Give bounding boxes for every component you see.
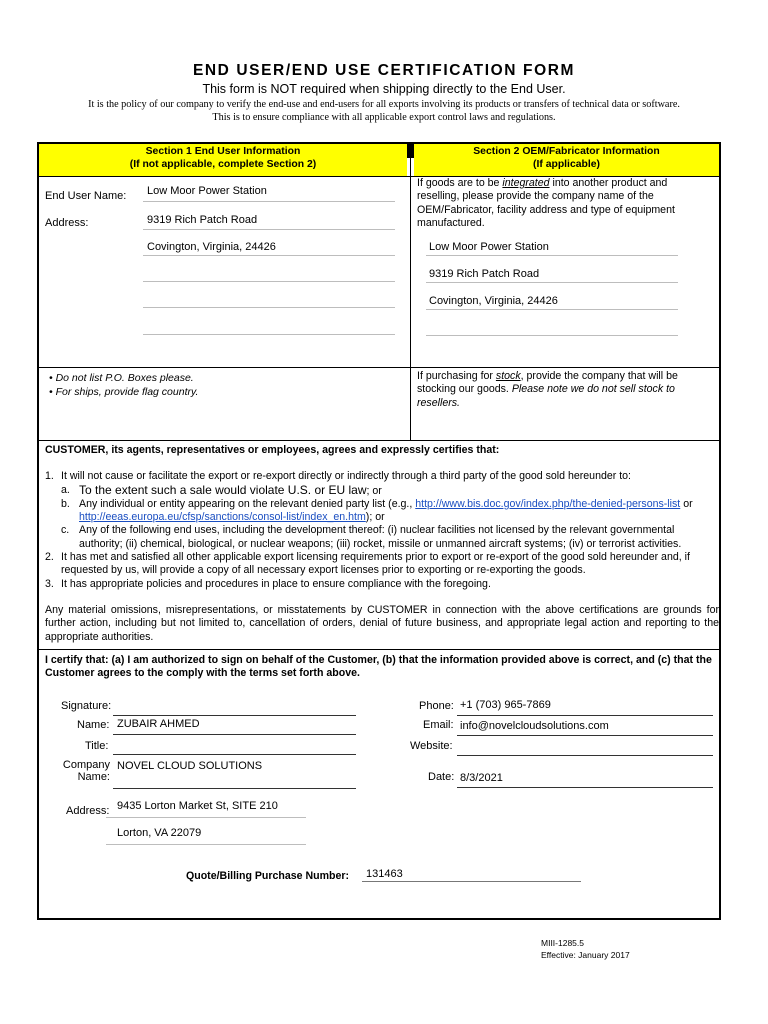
quote-number-underline (362, 881, 581, 882)
email-label: Email: (423, 719, 454, 731)
phone-value[interactable]: +1 (703) 965-7869 (460, 699, 551, 711)
website-label: Website: (410, 740, 453, 752)
oem-company-underline (426, 255, 678, 256)
oem-address-line2-underline (426, 309, 678, 310)
section1-heading-line2: (If not applicable, complete Section 2) (129, 158, 317, 170)
section2-instructions: If goods are to be integrated into another product and reselling, please provide the company name of the OEM/Fabricator, facility address and type of equipment manufactured. (417, 177, 675, 229)
company-name-underline (113, 788, 356, 789)
name-underline (113, 734, 356, 735)
title-label: Title: (85, 740, 109, 752)
cert-item-1a: a. To the extent such a sale would violate U.S. or EU law; or (61, 482, 382, 497)
address-line5-underline[interactable] (143, 334, 395, 335)
oem-address-line3-underline[interactable] (426, 335, 678, 336)
phone-label: Phone: (419, 700, 454, 712)
cert-item-2: 2. It has met and satisfied all other applicable export licensing requirements prior to export or re-export of the good sold hereunder and, if requested by us, will provide a copy of all necessary export licenses prior to exporting or re-exporting the goods. (45, 551, 690, 577)
section1-heading (39, 144, 407, 176)
name-label: Name: (77, 719, 110, 731)
section-divider (410, 144, 411, 440)
name-value[interactable]: ZUBAIR AHMED (117, 718, 200, 730)
signoff-address-label: Address: (66, 805, 110, 817)
company-name-label: Company Name: (62, 759, 110, 783)
signoff-address-line2[interactable]: Lorton, VA 22079 (117, 827, 202, 839)
signoff-address-line1[interactable]: 9435 Lorton Market St, SITE 210 (117, 800, 278, 812)
note-flag-country: • For ships, provide flag country. (49, 386, 199, 398)
certify-statement: I certify that: (a) I am authorized to sign on behalf of the Customer, (b) that the information provided above is correct, and (c) that the Customer agrees to the comply with the terms set forth above. (45, 654, 712, 680)
address-line3-underline[interactable] (143, 281, 395, 282)
certification-section (45, 444, 719, 644)
form-title: END USER/END USE CERTIFICATION FORM (192, 62, 576, 79)
denied-persons-link[interactable]: http://www.bis.doc.gov/index.php/the-denied-persons-list (415, 497, 681, 510)
misrepresentation-clause: Any material omissions, misrepresentations, or misstatements by CUSTOMER in connection with the above certifications are grounds for further action, including but not limited to, cancellation of orders, denial of future business, and appropriate legal action and reporting to the appropriate authorities. (45, 603, 719, 643)
end-user-name-underline (143, 201, 395, 202)
notes-top-rule (39, 367, 719, 368)
date-value[interactable]: 8/3/2021 (460, 772, 503, 784)
signature-field[interactable] (113, 715, 356, 716)
address-line4-underline[interactable] (143, 307, 395, 308)
signoff-address-line2-underline (106, 844, 306, 845)
form-subtitle: This form is NOT required when shipping directly to the End User. (202, 82, 566, 96)
cert-item-1: 1. It will not cause or facilitate the export or re-export directly or indirectly through a third party of the good sold hereunder to: (45, 470, 632, 483)
sections-bottom-rule (39, 440, 719, 441)
eu-sanctions-link[interactable]: http://eeas.europa.eu/cfsp/sanctions/consol-list/index_en.htm (79, 511, 366, 524)
phone-underline (457, 715, 713, 716)
cert-item-1b: b. Any individual or entity appearing on the relevant denied party list (e.g., http://www.bis.doc.gov/index.php/the-denied-persons-list or http://eeas.europa.eu/cfsp/sanctions/consol-list/index_en.htm); or (61, 497, 693, 524)
section2-heading-line2: (If applicable) (533, 158, 600, 170)
section2-heading-line1: Section 2 OEM/Fabricator Information (473, 146, 660, 157)
section2-stock-note: If purchasing for stock, provide the company that will be stocking our goods. Please note we do not sell stock to resellers. (417, 370, 678, 409)
section1-heading-line1: Section 1 End User Information (145, 146, 301, 157)
signature-label: Signature: (61, 700, 112, 712)
company-name-value[interactable]: NOVEL CLOUD SOLUTIONS (117, 760, 263, 772)
website-field[interactable] (457, 755, 713, 756)
form-footer (541, 937, 630, 961)
address-line1-value[interactable]: 9319 Rich Patch Road (147, 214, 258, 226)
quote-number-label: Quote/Billing Purchase Number: (186, 870, 350, 882)
certification-bottom-rule (39, 649, 719, 650)
address-line2-value[interactable]: Covington, Virginia, 24426 (147, 241, 276, 253)
cert-item-3: 3. It has appropriate policies and procedures in place to ensure compliance with the foregoing. (45, 577, 491, 590)
effective-date: Effective: January 2017 (541, 950, 630, 960)
address-line1-underline (143, 229, 395, 230)
quote-number-value[interactable]: 131463 (366, 868, 403, 880)
form-code: MIII-1285.5 (541, 938, 584, 948)
oem-address-line2-value[interactable]: Covington, Virginia, 24426 (429, 295, 558, 307)
date-label: Date: (428, 771, 455, 783)
policy-line-1: It is the policy of our company to verify the end-use and end-users for all exports involving its products or transfers of technical data or software. (88, 99, 680, 110)
title-field[interactable] (113, 754, 356, 755)
certification-heading: CUSTOMER, its agents, representatives or employees, agrees and expressly certifies that: (45, 444, 500, 456)
oem-address-line1-value[interactable]: 9319 Rich Patch Road (429, 268, 540, 280)
date-underline (457, 787, 713, 788)
email-underline (457, 735, 713, 736)
note-po-boxes: • Do not list P.O. Boxes please. (49, 372, 194, 384)
policy-line-2: This is to ensure compliance with all applicable export control laws and regulations. (212, 111, 556, 123)
end-user-name-label: End User Name: (45, 190, 127, 202)
oem-address-line1-underline (426, 282, 678, 283)
address-label: Address: (45, 217, 89, 229)
cert-item-1c: c. Any of the following end uses, including the development thereof: (i) nuclear facilities not licensed by the relevant governmental authority; (ii) chemical, biological, or nuclear weapons; (iii) rocket, missile or unmanned aircraft systems; (iv) or terrorist activities. (61, 524, 682, 550)
oem-company-value[interactable]: Low Moor Power Station (429, 241, 549, 253)
section1-notes (45, 371, 400, 399)
policy-statement (0, 99, 768, 124)
section2-heading (414, 144, 719, 176)
signoff-address-line1-underline (106, 817, 306, 818)
address-line2-underline (143, 255, 395, 256)
end-user-name-value[interactable]: Low Moor Power Station (147, 185, 267, 197)
email-value[interactable]: info@novelcloudsolutions.com (460, 720, 609, 732)
